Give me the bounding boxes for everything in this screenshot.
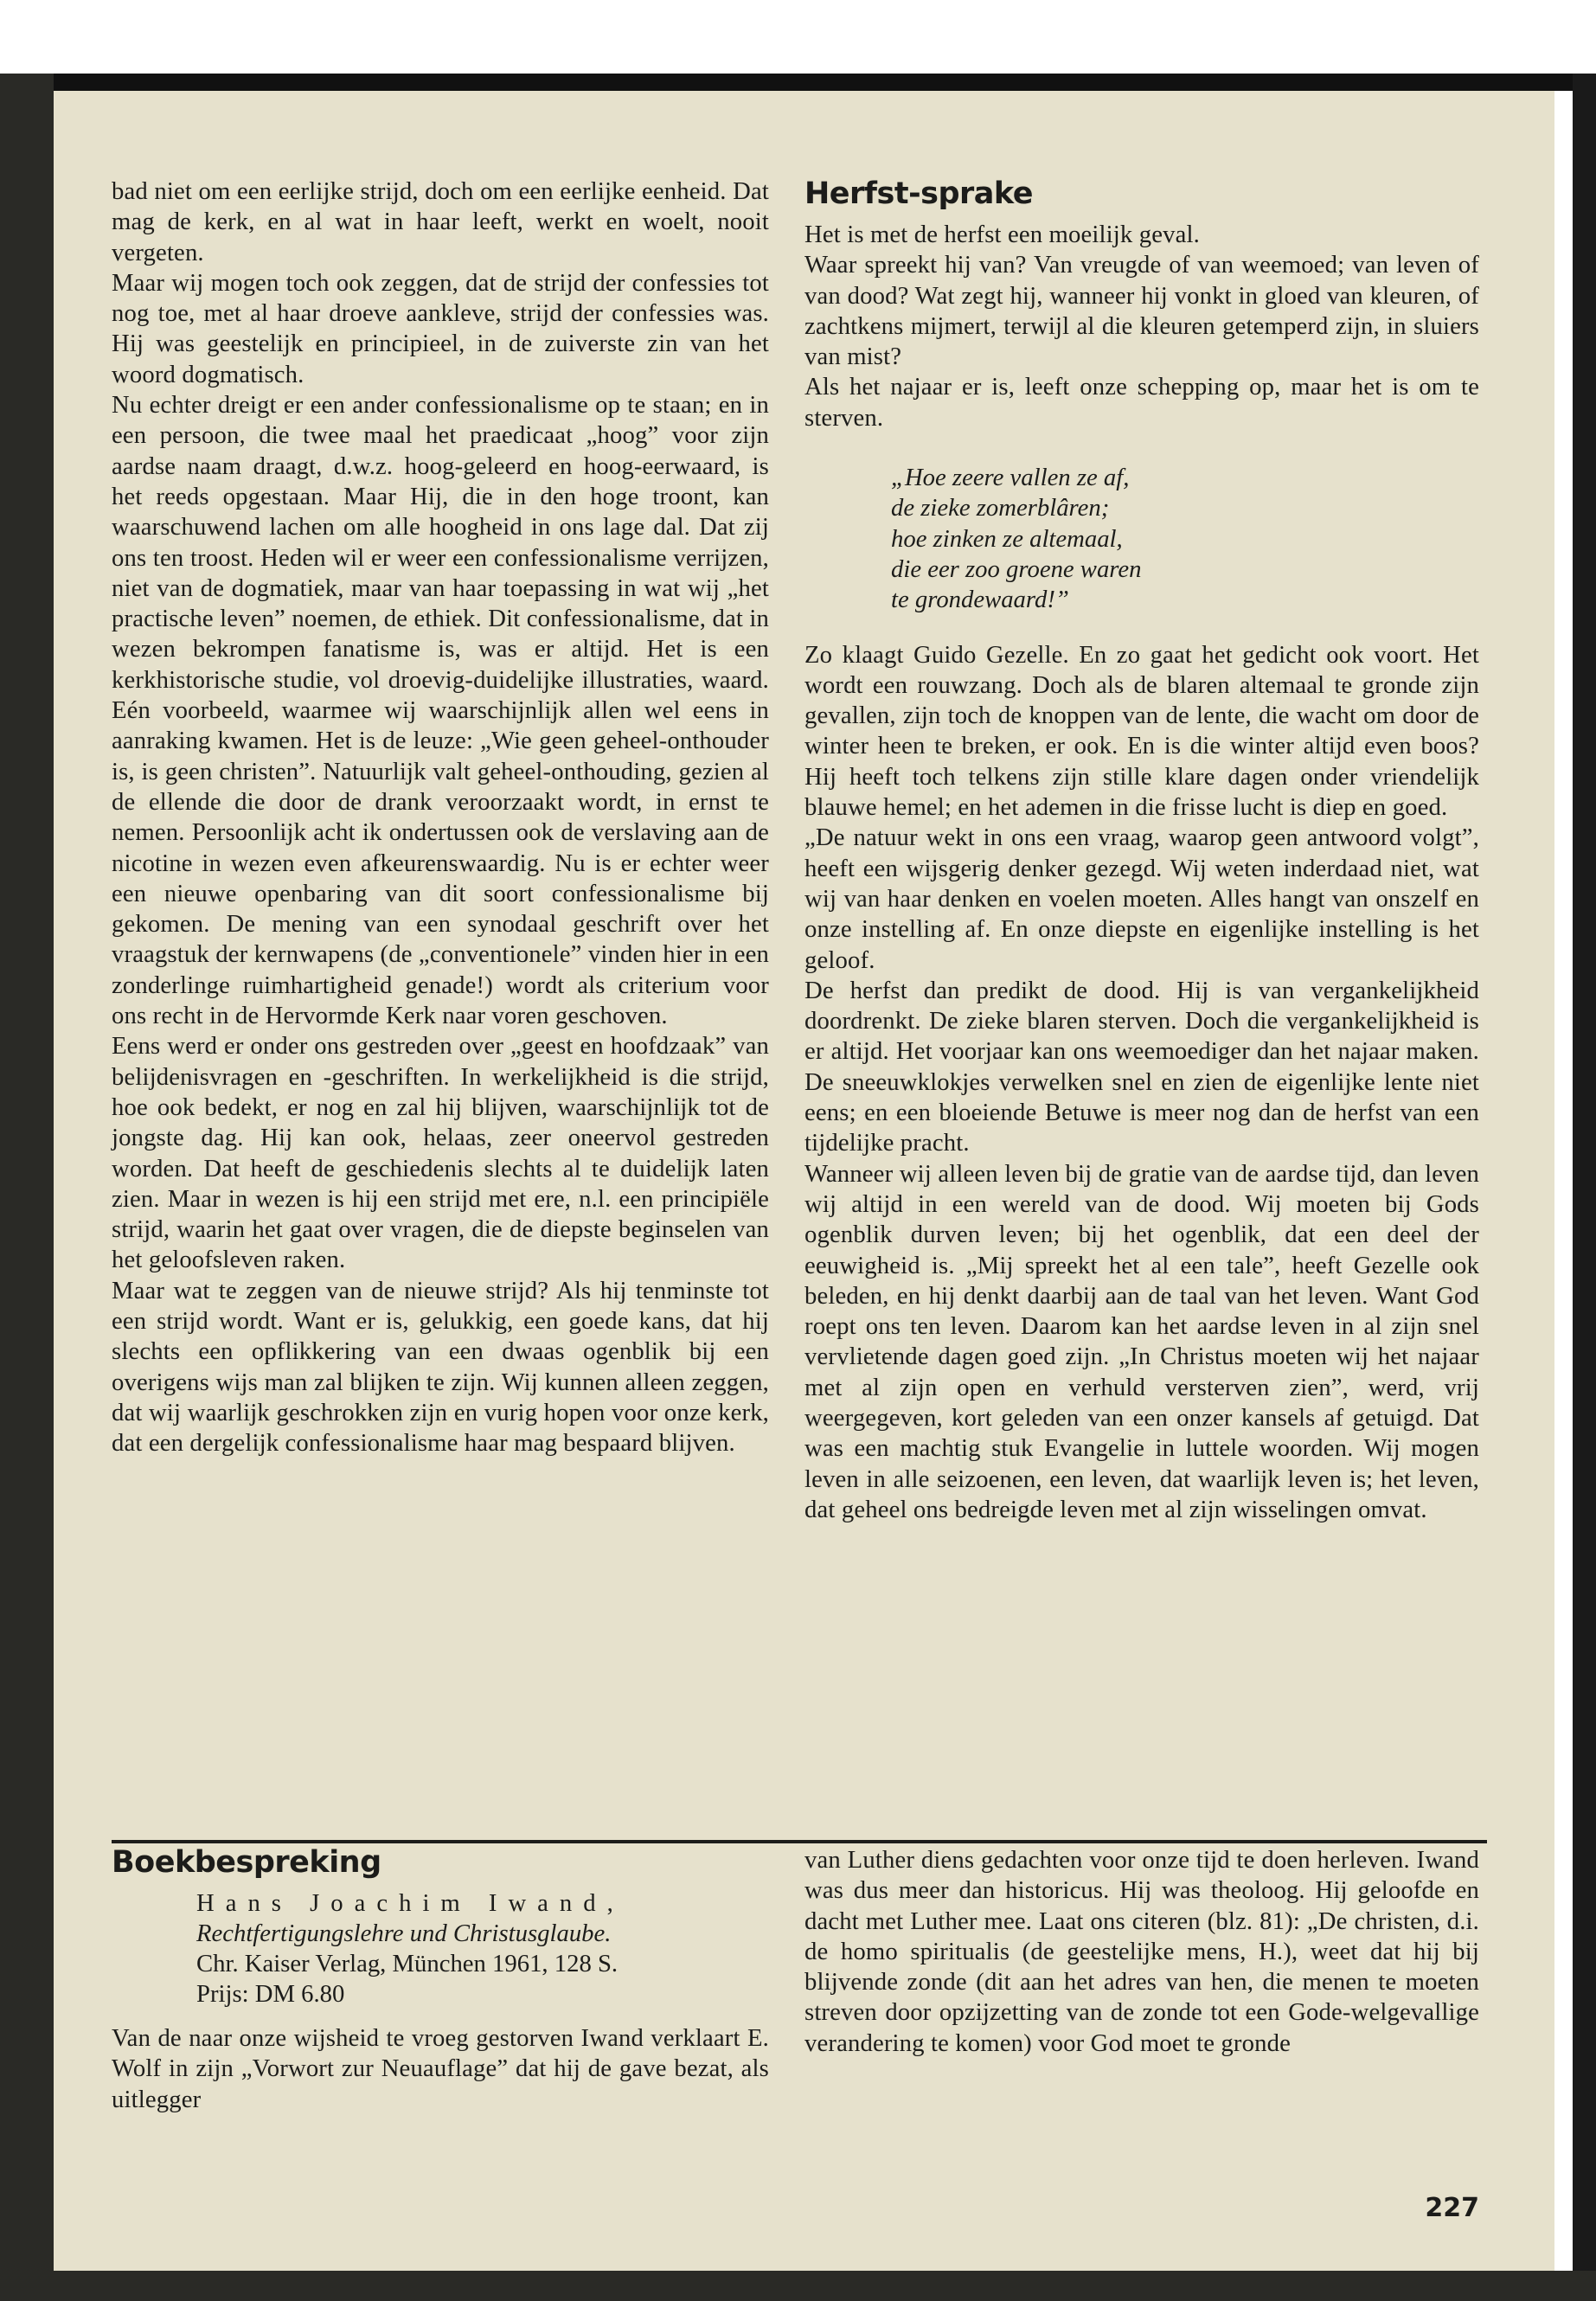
book-review-right-column <box>804 1845 1479 2059</box>
magazine-page <box>54 91 1554 2271</box>
boekbespreking-heading: Boekbespreking <box>112 1845 381 1880</box>
gezelle-poem-quote: „Hoe zeere vallen ze af, de zieke zomerblâren; hoe zinken ze altemaal, die eer zoo groene waren te grondewaard!” <box>891 464 1142 614</box>
section-divider <box>112 1840 1487 1843</box>
page-number: 227 <box>1425 2193 1479 2223</box>
scan-border-bottom <box>0 2271 1596 2301</box>
book-citation <box>196 1888 769 2009</box>
book-review-text-right: van Luther diens gedachten voor onze tijd te doen herleven. Iwand was dus meer dan historicus. Hij was theoloog. Hij geloofde en dacht met Luther mee. Laat ons citeren (blz. 81): „De christen, d.i. de homo spiritualis (de geestelijke mens, H.), weet dat hij bij blijvende zonde (dit aan het adres van hen, die menen te moeten streven door opzijzetting van de zonde tot een Gode-welgevallige verandering te komen) voor God moet te gronde <box>804 1846 1479 2057</box>
scan-border-top <box>0 74 1596 91</box>
book-price: Prijs: DM 6.80 <box>196 1980 345 2008</box>
herfst-sprake-heading: Herfst-sprake <box>804 176 1033 211</box>
book-review-text-left: Van de naar onze wijsheid te vroeg gestorven Iwand verklaart E. Wolf in zijn „Vorwort zur Neuauflage” dat hij de gave bezat, als uitlegger <box>112 2024 769 2113</box>
book-title: Rechtfertigungslehre und Christusglaube. <box>196 1920 612 1947</box>
scan-border-right <box>1573 74 1596 2301</box>
book-publisher: Chr. Kaiser Verlag, München 1961, 128 S. <box>196 1950 619 1977</box>
left-column-text: bad niet om een eerlijke strijd, doch om een eerlijke eenheid. Dat mag de kerk, en al wat in haar leeft, werkt en woelt, nooit vergeten. Maar wij mogen toch ook zeggen, dat de strijd der confessies tot nog toe, met al haar droeve aankleve, strijd der confessies was. Hij was geestelijk en principieel, in de zuiverste zin van het woord dogmatisch. Nu echter dreigt er een ander confessionalisme op te staan; en in een persoon, die twee maal het praedicaat „hoog” voor zijn aardse naam draagt, d.w.z. hoog-geleerd en hoog-eerwaard, is het reeds opgestaan. Maar Hij, die in den hoge troont, kan waarschuwend lachen om alle hoogheid in ons lage dal. Dat zij ons ten troost. Heden wil er weer een confessionalisme verrijzen, niet van de dogmatiek, maar van haar toepassing in wat wij „het practische leven” noemen, de ethiek. Dit confessionalisme, dat in wezen bekrompen fanatisme is, was er altijd. Het is een kerkhistorische studie, vol droevig-duidelijke illustraties, waard. Eén voorbeeld, waarmee wij waarschijnlijk allen wel eens in aanraking kwamen. Het is de leuze: „Wie geen geheel-onthouder is, is geen christen”. Natuurlijk valt geheel-onthouding, gezien al de ellende die door de drank veroorzaakt wordt, in ernst te nemen. Persoonlijk acht ik ondertussen ook de verslaving aan de nicotine in wezen even afkeurenswaardig. Nu is er echter weer een nieuwe openbaring van dit soort confessionalisme bij gekomen. De mening van een synodaal geschrift over het vraagstuk der kernwapens (de „conventionele” vinden hier in een zonderlinge ruimhartigheid genade!) wordt als criterium voor ons recht in de Hervormde Kerk naar voren geschoven. Eens werd er onder ons gestreden over „geest en hoofdzaak” van belijdenisvragen en -geschriften. In werkelijkheid is die strijd, hoe ook bedekt, er nog en zal hij blijven, waarschijnlijk tot de jongste dag. Hij kan ook, helaas, zeer oneervol gestreden worden. Dat heeft de geschiedenis slechts al te duidelijk laten zien. Maar in wezen is hij een strijd met ere, n.l. een principiële strijd, waarin het gaat over vragen, die de diepste beginselen van het geloofsleven raken. Maar wat te zeggen van de nieuwe strijd? Als hij tenminste tot een strijd wordt. Want er is, gelukkig, een goede kans, dat hij slechts een opflikkering van een dwaas ogenblik bij een overigens wijs man zal blijken te zijn. Wij kunnen alleen zeggen, dat wij waarlijk geschrokken zijn en vurig hopen voor onze kerk, dat een dergelijk confessionalisme haar mag bespaard blijven. <box>112 177 769 1458</box>
right-column <box>804 176 1479 1525</box>
left-column <box>112 176 769 1458</box>
herfst-body-text: Zo klaagt Guido Gezelle. En zo gaat het gedicht ook voort. Het wordt een rouwzang. Doch als de blaren altemaal te gronde zijn gevallen, zijn toch de knoppen van de lente, die wacht om door de winter heen te breken, er ook. En is die winter altijd even boos? Hij heeft toch telkens zijn stille klare dagen onder vriendelijk blauwe hemel; en het ademen in die frisse lucht is diep en goed. „De natuur wekt in ons een vraag, waarop geen antwoord volgt”, heeft een wijsgerig denker gezegd. Wij weten inderdaad niet, wat wij van haar denken en voelen moeten. Alles hangt van onszelf en onze instelling af. En onze diepste en eigenlijke instelling is het geloof. De herfst dan predikt de dood. Hij is van vergankelijkheid doordrenkt. De zieke blaren sterven. Doch die vergankelijkheid is er altijd. Het voorjaar kan ons weemoediger dan het najaar maken. De sneeuwklokjes verwelken snel en zien de eigenlijke lente niet eens; en een bloeiende Betuwe is meer nog dan de herfst van een tijdelijke pracht. Wanneer wij alleen leven bij de gratie van de aardse tijd, dan leven wij altijd in een wereld van de dood. Wij moeten bij Gods ogenblik durven leven; bij het ogenblik, dat een deel der eeuwigheid is. „Mij spreekt het al een tale”, heeft Gezelle ook beleden, en hij denkt daarbij aan de taal van het leven. Want God roept ons ten leven. Daarom kan het aardse leven in al zijn snel vervlietende dagen goed zijn. „In Christus moeten wij het najaar met al zijn open en verhuld versterven zien”, werd, vrij weergegeven, kort geleden van een onzer kansels af getuigd. Dat was een machtig stuk Evangelie in luttele woorden. Wij mogen leven in alle seizoenen, een leven, dat waarlijk leven is; het leven, dat geheel ons bedreigde leven met al zijn wisselingen omvat. <box>804 640 1479 1523</box>
scan-border-left <box>0 74 54 2301</box>
book-review-left-column <box>112 1845 769 2115</box>
book-author: Hans Joachim Iwand, <box>196 1889 625 1917</box>
herfst-intro-text: Het is met de herfst een moeilijk geval. Waar spreekt hij van? Van vreugde of van weemoed; van leven of van dood? Wat zegt hij, wanneer hij vonkt in gloed van kleuren, of zachtkens mijmert, terwijl al die kleuren getemperd zijn, in sluiers van mist? Als het najaar er is, leeft onze schepping op, maar het is om te sterven. <box>804 221 1479 432</box>
